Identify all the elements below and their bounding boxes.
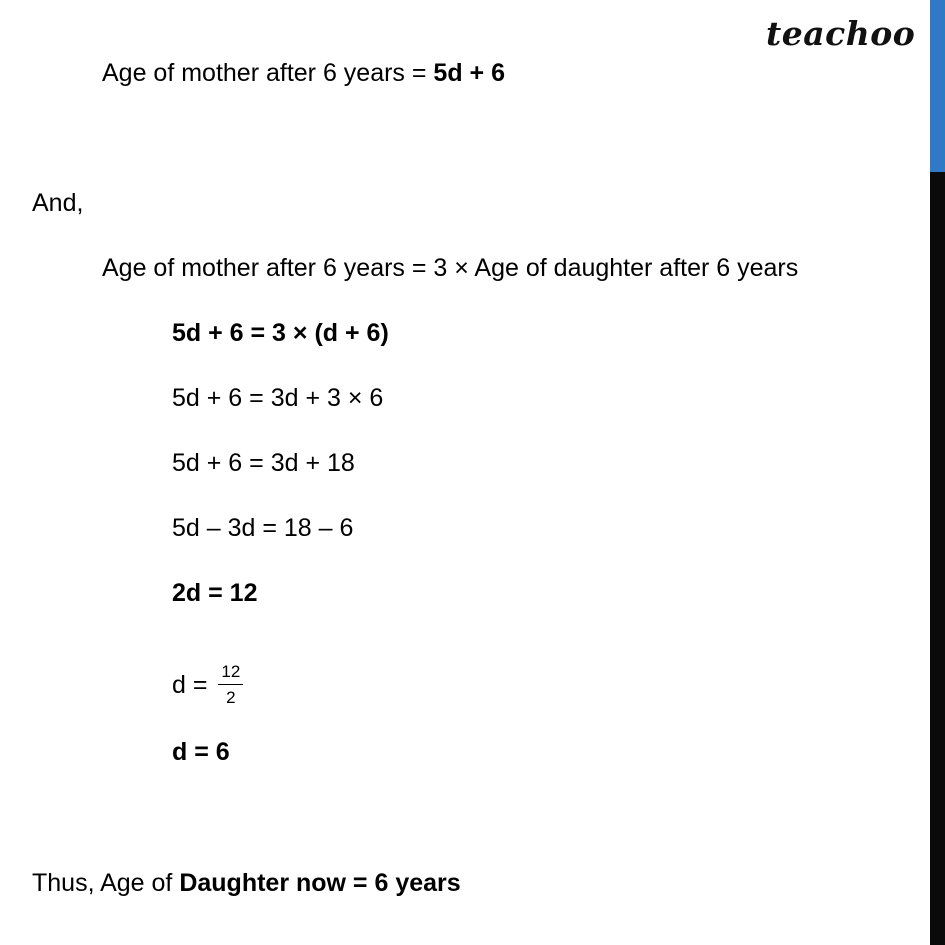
equation-step-2: 5d + 6 = 3d + 3 × 6: [172, 384, 384, 412]
conclusion-label: Thus, Age of: [32, 869, 180, 897]
line-relation-statement: Age of mother after 6 years = 3 × Age of daughter after 6 years: [102, 254, 799, 282]
fraction-numerator: 12: [218, 662, 243, 685]
right-edge-accent: [930, 0, 945, 172]
equation-step-4: 5d – 3d = 18 – 6: [172, 514, 354, 542]
fraction: [218, 662, 243, 707]
equation-step-6: [172, 664, 243, 709]
teachoo-logo: teachoo: [766, 14, 916, 53]
equation-step-6-prefix: d =: [172, 671, 215, 700]
fraction-denominator: 2: [226, 688, 236, 707]
conclusion-line: [32, 868, 461, 898]
equation-step-1: 5d + 6 = 3 × (d + 6): [172, 319, 389, 347]
equation-step-5: 2d = 12: [172, 579, 258, 607]
line-and: And,: [32, 189, 84, 217]
conclusion-answer: Daughter now = 6 years: [179, 869, 461, 897]
equation-step-3: 5d + 6 = 3d + 18: [172, 449, 355, 477]
line-mother-age-label: Age of mother after 6 years =: [102, 59, 434, 87]
line-mother-age-value: 5d + 6: [433, 59, 505, 87]
equation-result: d = 6: [172, 738, 230, 766]
line-mother-age-expression: [102, 58, 505, 88]
right-edge-bar: [930, 0, 945, 945]
